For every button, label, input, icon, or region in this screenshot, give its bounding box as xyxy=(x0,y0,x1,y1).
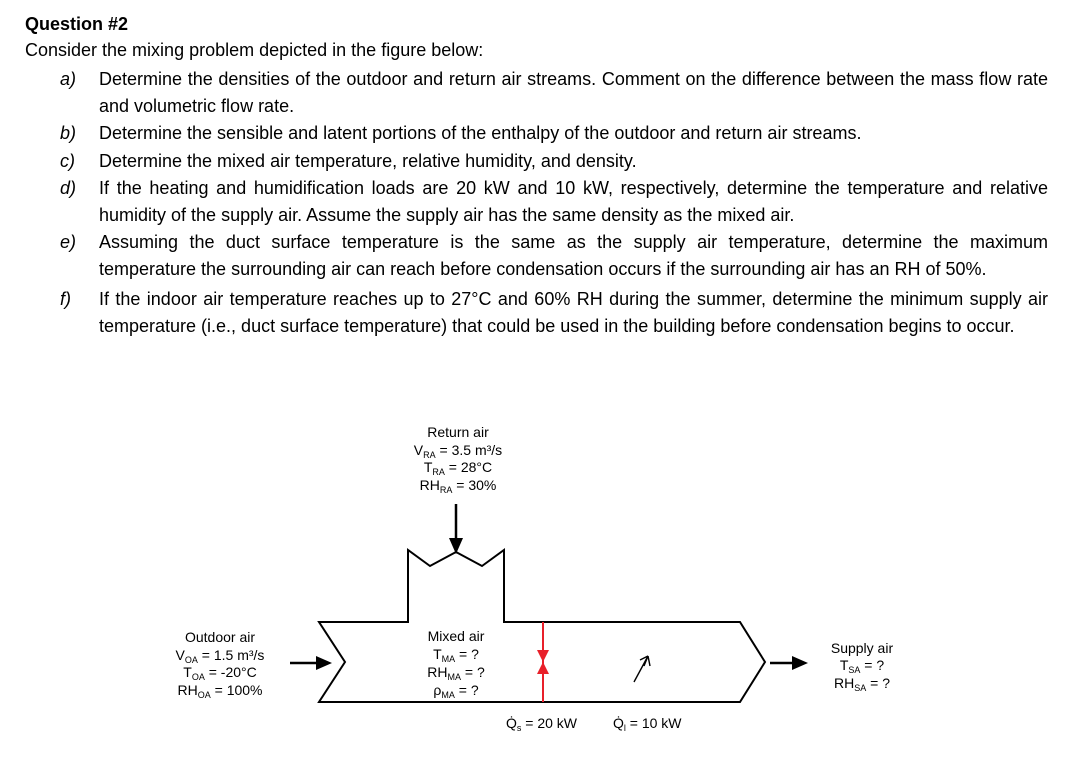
return-air-title: Return air xyxy=(427,424,489,440)
subquestion-label: c) xyxy=(60,150,75,171)
subquestion-label: b) xyxy=(60,123,77,143)
supply-air-arrow-head xyxy=(792,656,808,670)
latent-load-label: $Q̇_l = 10$ kW xyxy=(613,715,682,733)
return-air-rh: $RH_{RA} = 30\%$ xyxy=(419,477,497,495)
subquestion-text: Determine the sensible and latent portions of the enthalpy of the outdoor and return air streams. xyxy=(99,123,862,143)
heating-coil-marker-bottom xyxy=(537,662,549,674)
supply-air-title: Supply air xyxy=(830,640,894,656)
mixed-air-temp: $T_{MA}$ = ? xyxy=(433,646,479,664)
mixed-air-density: $\rho_{MA}$ = ? xyxy=(433,682,479,700)
outdoor-air-title: Outdoor air xyxy=(184,629,256,645)
subquestion-text: Assuming the duct surface temperature is the same as the supply air temperature, determine the maximum temperature the surrounding air can reach before condensation occurs if the surrounding air has an RH of 50%. xyxy=(99,232,1048,279)
mixed-air-rh: $RH_{MA}$ = ? xyxy=(427,664,485,682)
heating-coil-marker-top xyxy=(537,650,549,662)
humidifier-icon xyxy=(634,656,650,682)
sensible-load-label: $Q̇_s = 20$ kW xyxy=(506,715,578,733)
return-air-arrow-head xyxy=(449,538,463,554)
subquestion-text: Determine the densities of the outdoor and return air streams. Comment on the difference between the mass flow rate and volumetric flow rate. xyxy=(99,69,1048,116)
subquestion-label: e) xyxy=(60,232,77,252)
subquestion-text: Determine the mixed air temperature, relative humidity, and density. xyxy=(99,150,637,171)
supply-air-rh: $RH_{SA}$ = ? xyxy=(834,675,890,693)
supply-air-temp: $T_{SA}$ = ? xyxy=(839,657,885,675)
question-intro: Consider the mixing problem depicted in the figure below: xyxy=(25,40,484,60)
mixed-air-title: Mixed air xyxy=(427,628,485,644)
return-air-flow: $V_{RA} = 3.5$ m³/s xyxy=(413,442,503,460)
outdoor-air-flow: $V_{OA} = 1.5$ m³/s xyxy=(175,647,265,665)
subquestion-label: a) xyxy=(60,69,77,89)
outdoor-air-temp: $T_{OA} = -20^\circ C$ xyxy=(183,664,257,682)
outdoor-air-arrow-head xyxy=(316,656,332,670)
subquestion-label: f) xyxy=(60,289,71,309)
outdoor-air-rh: $RH_{OA} = 100\%$ xyxy=(177,682,263,700)
return-air-temp: $T_{RA} = 28^\circ C$ xyxy=(423,459,493,477)
subquestion-label: d) xyxy=(60,178,77,198)
subquestion-text: If the heating and humidification loads are 20 kW and 10 kW, respectively, determine the temperature and relative humidity of the supply air. Assume the supply air has the same density as the mixed air. xyxy=(99,178,1048,225)
subquestion-text: If the indoor air temperature reaches up to 27°C and 60% RH during the summer, determine the minimum supply air temperature (i.e., duct surface temperature) that could be used in the building before condensation begins to occur. xyxy=(99,289,1048,336)
question-heading: Question #2 xyxy=(25,14,129,34)
